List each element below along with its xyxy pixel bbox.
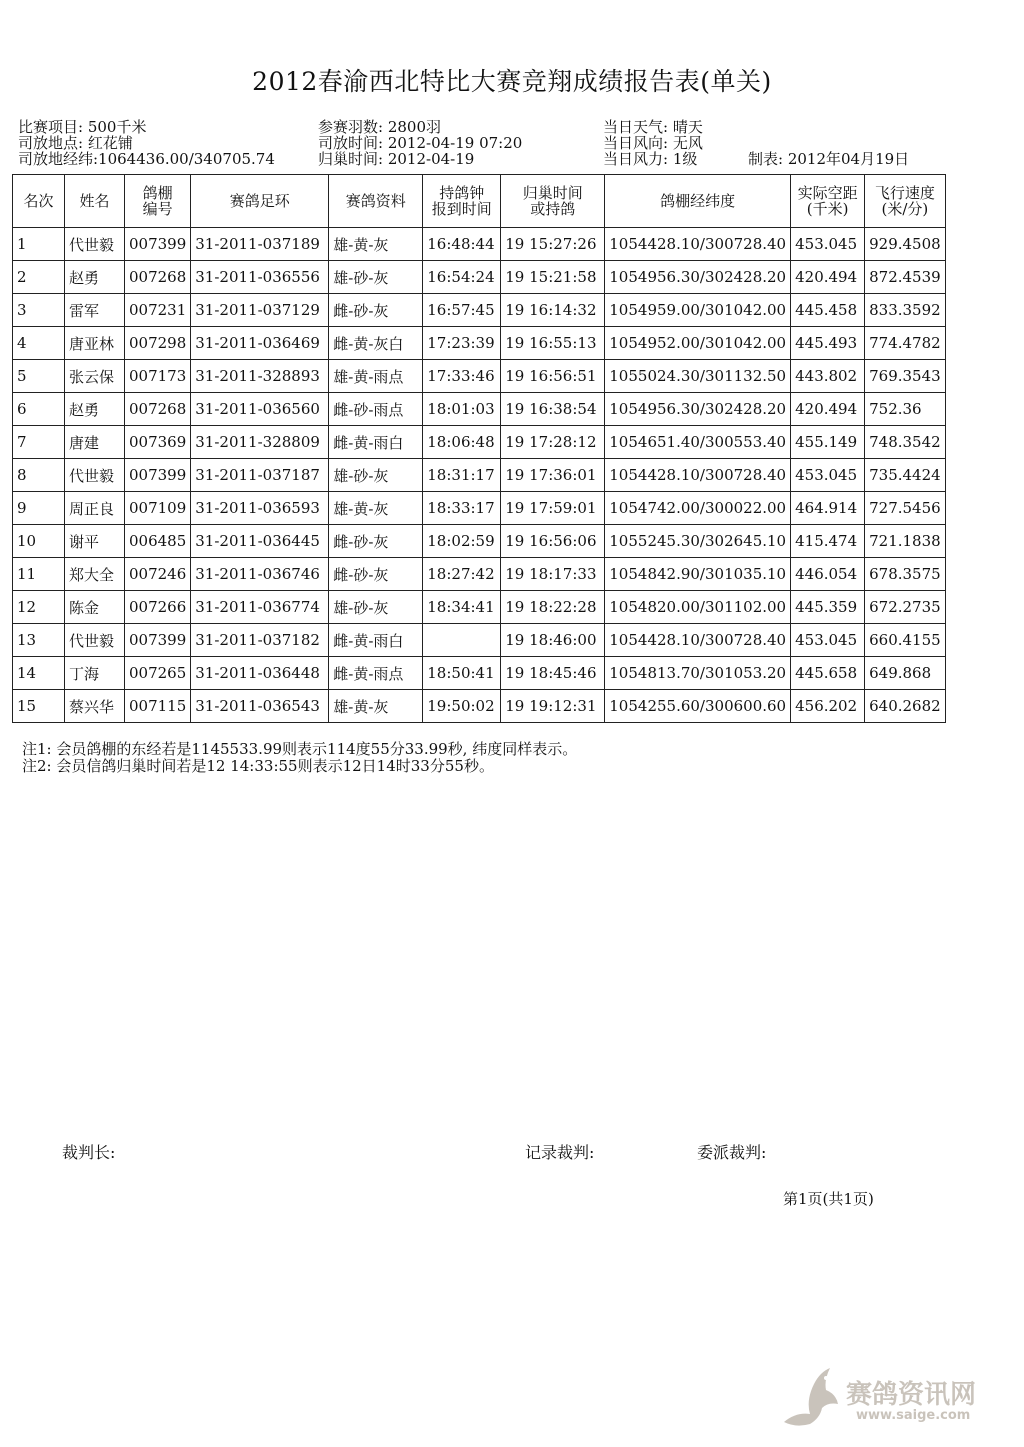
table-cell: 雌-黄-雨白 <box>329 624 423 657</box>
table-cell: 18:34:41 <box>423 591 501 624</box>
table-cell: 678.3575 <box>865 558 946 591</box>
table-cell: 453.045 <box>791 228 865 261</box>
table-cell: 31-2011-328893 <box>191 360 329 393</box>
table-cell: 雄-砂-灰 <box>329 459 423 492</box>
table-cell: 1054959.00/301042.00 <box>605 294 791 327</box>
column-header-line: 实际空距 <box>797 184 858 202</box>
table-cell: 007399 <box>125 228 191 261</box>
table-cell: 640.2682 <box>865 690 946 723</box>
table-cell: 1054651.40/300553.40 <box>605 426 791 459</box>
table-cell: 007266 <box>125 591 191 624</box>
table-body <box>13 228 946 723</box>
table-cell: 18:50:41 <box>423 657 501 690</box>
column-header <box>791 175 865 228</box>
info-wind-force: 当日风力: 1级 <box>603 150 698 168</box>
table-cell: 19 16:56:06 <box>501 525 605 558</box>
table-cell: 007268 <box>125 393 191 426</box>
table-cell: 31-2011-037189 <box>191 228 329 261</box>
table-cell: 14 <box>13 657 65 690</box>
table-cell: 31-2011-036469 <box>191 327 329 360</box>
table-cell: 12 <box>13 591 65 624</box>
table-cell: 19 16:56:51 <box>501 360 605 393</box>
table-cell: 15 <box>13 690 65 723</box>
table-cell: 10 <box>13 525 65 558</box>
column-header-line: 赛鸽资料 <box>345 192 406 210</box>
table-cell: 1055024.30/301132.50 <box>605 360 791 393</box>
column-header-line: 归巢时间 <box>522 184 583 202</box>
table-row <box>13 360 946 393</box>
table-cell: 1054255.60/300600.60 <box>605 690 791 723</box>
table-cell: 31-2011-036543 <box>191 690 329 723</box>
table-cell: 774.4782 <box>865 327 946 360</box>
table-cell: 代世毅 <box>65 459 125 492</box>
table-cell: 雄-黄-雨点 <box>329 360 423 393</box>
table-cell: 唐建 <box>65 426 125 459</box>
column-header-line: 姓名 <box>79 192 110 210</box>
table-row <box>13 426 946 459</box>
table-row <box>13 690 946 723</box>
note-2: 注2: 会员信鸽归巢时间若是12 14:33:55则表示12日14时33分55秒。 <box>22 757 494 775</box>
table-cell: 929.4508 <box>865 228 946 261</box>
column-header <box>423 175 501 228</box>
table-cell: 9 <box>13 492 65 525</box>
table-cell: 456.202 <box>791 690 865 723</box>
table-cell: 张云保 <box>65 360 125 393</box>
table-cell: 19 16:55:13 <box>501 327 605 360</box>
table-cell: 443.802 <box>791 360 865 393</box>
table-cell: 31-2011-037129 <box>191 294 329 327</box>
table-cell: 1054952.00/301042.00 <box>605 327 791 360</box>
table-cell: 19 15:21:58 <box>501 261 605 294</box>
table-cell: 727.5456 <box>865 492 946 525</box>
table-cell: 007115 <box>125 690 191 723</box>
table-cell: 雄-黄-灰 <box>329 228 423 261</box>
table-row <box>13 459 946 492</box>
table-cell: 雄-砂-灰 <box>329 261 423 294</box>
table-cell: 雌-砂-灰 <box>329 294 423 327</box>
table-cell: 19 19:12:31 <box>501 690 605 723</box>
table-cell: 6 <box>13 393 65 426</box>
table-cell: 16:48:44 <box>423 228 501 261</box>
column-header-line: 飞行速度 <box>874 184 935 202</box>
column-header <box>125 175 191 228</box>
table-cell: 31-2011-036556 <box>191 261 329 294</box>
table-cell: 007369 <box>125 426 191 459</box>
info-release-time: 司放时间: 2012-04-19 07:20 <box>318 134 523 152</box>
table-cell: 11 <box>13 558 65 591</box>
table-cell: 代世毅 <box>65 624 125 657</box>
column-header-line: 赛鸽足环 <box>229 192 290 210</box>
column-header-line: 名次 <box>23 192 54 210</box>
column-header <box>865 175 946 228</box>
column-header <box>501 175 605 228</box>
table-row <box>13 294 946 327</box>
table-cell: 007173 <box>125 360 191 393</box>
table-cell: 660.4155 <box>865 624 946 657</box>
table-cell: 雄-黄-灰 <box>329 492 423 525</box>
table-cell: 雄-黄-灰 <box>329 690 423 723</box>
table-cell: 19 17:28:12 <box>501 426 605 459</box>
table-cell: 19 16:38:54 <box>501 393 605 426</box>
table-cell: 1054956.30/302428.20 <box>605 393 791 426</box>
table-cell: 006485 <box>125 525 191 558</box>
table-cell: 445.458 <box>791 294 865 327</box>
table-cell: 31-2011-328809 <box>191 426 329 459</box>
table-cell: 672.2735 <box>865 591 946 624</box>
table-cell: 16:57:45 <box>423 294 501 327</box>
table-cell: 1054813.70/301053.20 <box>605 657 791 690</box>
table-cell: 31-2011-036746 <box>191 558 329 591</box>
table-cell: 446.054 <box>791 558 865 591</box>
table-cell <box>423 624 501 657</box>
table-cell: 1054742.00/300022.00 <box>605 492 791 525</box>
table-cell: 3 <box>13 294 65 327</box>
column-header-line: 报到时间 <box>431 200 492 218</box>
table-cell: 雌-砂-灰 <box>329 525 423 558</box>
table-cell: 17:23:39 <box>423 327 501 360</box>
table-cell: 453.045 <box>791 459 865 492</box>
table-cell: 007246 <box>125 558 191 591</box>
table-cell: 31-2011-037182 <box>191 624 329 657</box>
table-row <box>13 393 946 426</box>
table-cell: 谢平 <box>65 525 125 558</box>
table-header-row <box>13 175 946 228</box>
table-cell: 周正良 <box>65 492 125 525</box>
table-cell: 16:54:24 <box>423 261 501 294</box>
table-row <box>13 624 946 657</box>
info-column-2 <box>318 119 522 167</box>
table-cell: 420.494 <box>791 261 865 294</box>
column-header-line: 鸽棚经纬度 <box>660 192 736 210</box>
table-cell: 007109 <box>125 492 191 525</box>
column-header <box>13 175 65 228</box>
table-cell: 陈金 <box>65 591 125 624</box>
table-cell: 7 <box>13 426 65 459</box>
column-header-line: (千米) <box>806 200 849 218</box>
table-cell: 420.494 <box>791 393 865 426</box>
table-row <box>13 558 946 591</box>
table-cell: 007399 <box>125 624 191 657</box>
table-cell: 1054956.30/302428.20 <box>605 261 791 294</box>
table-cell: 18:31:17 <box>423 459 501 492</box>
pigeon-logo-icon <box>776 1364 846 1434</box>
column-header <box>329 175 423 228</box>
table-cell: 雌-黄-雨白 <box>329 426 423 459</box>
table-cell: 代世毅 <box>65 228 125 261</box>
table-cell: 18:33:17 <box>423 492 501 525</box>
table-cell: 18:27:42 <box>423 558 501 591</box>
note-1: 注1: 会员鸽棚的东经若是1145533.99则表示114度55分33.99秒, 纬度同样表示。 <box>22 740 578 758</box>
watermark-url: www.saige.com <box>856 1408 971 1423</box>
table-cell: 13 <box>13 624 65 657</box>
column-header <box>605 175 791 228</box>
table-row <box>13 657 946 690</box>
info-made-date: 制表: 2012年04月19日 <box>748 150 910 168</box>
table-cell: 19:50:02 <box>423 690 501 723</box>
table-row <box>13 327 946 360</box>
column-header <box>191 175 329 228</box>
info-column-1 <box>18 119 275 167</box>
table-cell: 649.868 <box>865 657 946 690</box>
watermark-text: 赛鸽资讯网 <box>846 1380 977 1410</box>
recorder-referee-label: 记录裁判: <box>525 1143 595 1162</box>
table-cell: 19 18:46:00 <box>501 624 605 657</box>
table-cell: 1054428.10/300728.40 <box>605 459 791 492</box>
table-cell: 唐亚林 <box>65 327 125 360</box>
info-release-coords: 司放地经纬:1064436.00/340705.74 <box>18 150 275 168</box>
table-cell: 郑大全 <box>65 558 125 591</box>
table-row <box>13 591 946 624</box>
table-cell: 445.359 <box>791 591 865 624</box>
table-cell: 雷军 <box>65 294 125 327</box>
table-cell: 19 18:22:28 <box>501 591 605 624</box>
table-cell: 721.1838 <box>865 525 946 558</box>
table-cell: 18:06:48 <box>423 426 501 459</box>
table-cell: 752.36 <box>865 393 946 426</box>
info-event: 比赛项目: 500千米 <box>18 118 147 136</box>
table-cell: 445.493 <box>791 327 865 360</box>
table-cell: 1054428.10/300728.40 <box>605 624 791 657</box>
table-row <box>13 492 946 525</box>
info-return-date: 归巢时间: 2012-04-19 <box>318 150 475 168</box>
table-cell: 415.474 <box>791 525 865 558</box>
table-cell: 17:33:46 <box>423 360 501 393</box>
info-wind-direction: 当日风向: 无风 <box>603 134 703 152</box>
table-cell: 769.3543 <box>865 360 946 393</box>
info-release-place: 司放地点: 红花铺 <box>18 134 133 152</box>
report-title: 2012春渝西北特比大赛竞翔成绩报告表(单关) <box>252 67 772 96</box>
table-cell: 蔡兴华 <box>65 690 125 723</box>
table-cell: 赵勇 <box>65 393 125 426</box>
table-cell: 007268 <box>125 261 191 294</box>
table-cell: 007265 <box>125 657 191 690</box>
table-cell: 455.149 <box>791 426 865 459</box>
table-cell: 453.045 <box>791 624 865 657</box>
column-header <box>65 175 125 228</box>
table-cell: 19 17:36:01 <box>501 459 605 492</box>
info-weather: 当日天气: 晴天 <box>603 118 703 136</box>
table-cell: 833.3592 <box>865 294 946 327</box>
results-table <box>12 174 946 723</box>
table-cell: 18:02:59 <box>423 525 501 558</box>
table-cell: 1055245.30/302645.10 <box>605 525 791 558</box>
column-header-line: 持鸽钟 <box>439 184 485 202</box>
table-cell: 735.4424 <box>865 459 946 492</box>
table-cell: 445.658 <box>791 657 865 690</box>
table-cell: 雌-黄-灰白 <box>329 327 423 360</box>
table-cell: 1054842.90/301035.10 <box>605 558 791 591</box>
table-cell: 19 15:27:26 <box>501 228 605 261</box>
column-header-line: (米/分) <box>881 200 929 218</box>
table-cell: 007298 <box>125 327 191 360</box>
table-cell: 19 17:59:01 <box>501 492 605 525</box>
table-cell: 31-2011-036774 <box>191 591 329 624</box>
table-cell: 4 <box>13 327 65 360</box>
table-cell: 872.4539 <box>865 261 946 294</box>
column-header-line: 编号 <box>142 200 173 218</box>
table-cell: 1054820.00/301102.00 <box>605 591 791 624</box>
table-cell: 1054428.10/300728.40 <box>605 228 791 261</box>
chief-referee-label: 裁判长: <box>62 1143 116 1162</box>
table-cell: 19 18:45:46 <box>501 657 605 690</box>
table-cell: 2 <box>13 261 65 294</box>
table-cell: 雄-砂-灰 <box>329 591 423 624</box>
table-cell: 748.3542 <box>865 426 946 459</box>
table-row <box>13 525 946 558</box>
table-cell: 31-2011-036445 <box>191 525 329 558</box>
table-row <box>13 228 946 261</box>
table-cell: 007399 <box>125 459 191 492</box>
table-cell: 雌-砂-灰 <box>329 558 423 591</box>
info-column-3 <box>603 119 703 167</box>
table-cell: 雌-黄-雨点 <box>329 657 423 690</box>
table-cell: 赵勇 <box>65 261 125 294</box>
table-cell: 31-2011-036560 <box>191 393 329 426</box>
site-watermark <box>776 1364 1006 1434</box>
table-cell: 31-2011-036593 <box>191 492 329 525</box>
page-number: 第1页(共1页) <box>783 1190 874 1208</box>
table-cell: 007231 <box>125 294 191 327</box>
column-header-line: 鸽棚 <box>142 184 173 202</box>
table-cell: 1 <box>13 228 65 261</box>
column-header-line: 或持鸽 <box>530 200 576 218</box>
table-cell: 31-2011-036448 <box>191 657 329 690</box>
table-cell: 5 <box>13 360 65 393</box>
table-cell: 丁海 <box>65 657 125 690</box>
table-cell: 19 18:17:33 <box>501 558 605 591</box>
table-cell: 8 <box>13 459 65 492</box>
table-cell: 18:01:03 <box>423 393 501 426</box>
info-entries: 参赛羽数: 2800羽 <box>318 118 441 136</box>
table-row <box>13 261 946 294</box>
table-cell: 31-2011-037187 <box>191 459 329 492</box>
table-cell: 19 16:14:32 <box>501 294 605 327</box>
delegate-referee-label: 委派裁判: <box>697 1143 767 1162</box>
table-cell: 雌-砂-雨点 <box>329 393 423 426</box>
table-cell: 464.914 <box>791 492 865 525</box>
